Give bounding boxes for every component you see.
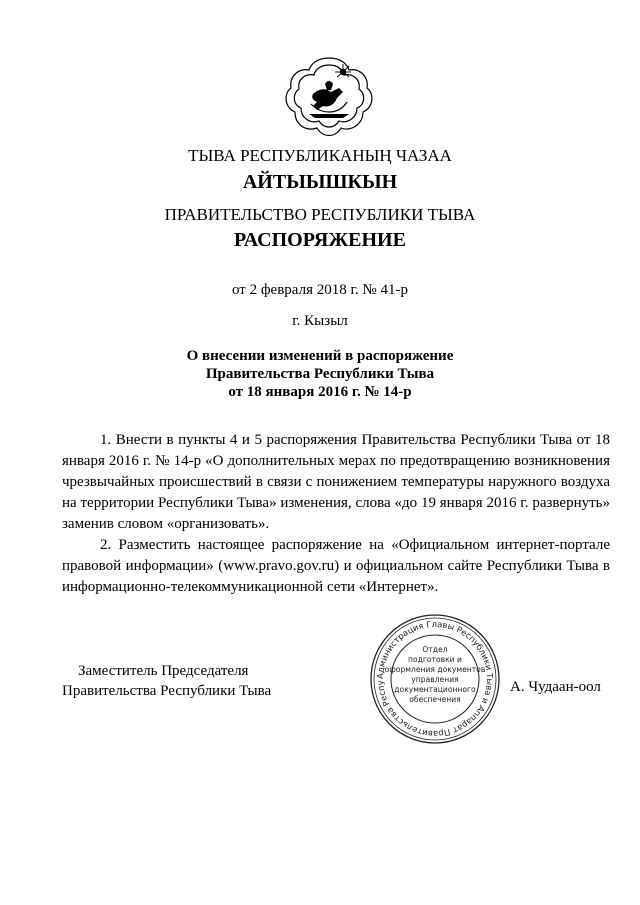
document-body: [62, 430, 610, 598]
document-city: г. Кызыл: [292, 313, 348, 329]
body-paragraph-1: 1. Внести в пункты 4 и 5 распоряжения Правительства Республики Тыва от 18 января 2016 г. № 14-р «О дополнительных мерах по предотвращению возникновения чрезвычайных происшествий в связи с понижением температуры наружного воздуха на территории Республики Тыва» изменения, слова «до 19 января 2016 г. развернуть» заменив словом «организовать».: [62, 432, 610, 532]
stamp-center-line: подготовки и: [408, 655, 462, 664]
signatory-title: [62, 661, 271, 701]
stamp-center-line: оформления документов: [384, 665, 486, 674]
subject-line: Правительства Республики Тыва: [205, 366, 435, 382]
coat-of-arms-icon: [283, 54, 375, 140]
header-line-government: ПРАВИТЕЛЬСТВО РЕСПУБЛИКИ ТЫВА: [164, 205, 476, 224]
header-line-tuvan-government: ТЫВА РЕСПУБЛИКАНЫҢ ЧАЗАА: [188, 146, 452, 165]
stamp-center-line: Отдел: [422, 645, 448, 654]
subject-line: О внесении изменений в распоряжение: [186, 348, 454, 364]
document-date-number: от 2 февраля 2018 г. № 41-р: [231, 282, 408, 298]
signatory-title-line: Правительства Республики Тыва: [62, 683, 272, 699]
subject-line: от 18 января 2016 г. № 14-р: [228, 384, 412, 400]
signatory-title-line: Заместитель Председателя: [78, 663, 249, 679]
official-stamp-icon: [368, 612, 502, 746]
document-subject: [0, 347, 640, 401]
stamp-center-line: документационного: [394, 685, 476, 694]
document-type-title: РАСПОРЯЖЕНИЕ: [234, 229, 406, 251]
stamp-center-line: обеспечения: [409, 695, 461, 704]
stamp-ring-text: Администрация Главы Республики Тыва и Аппарат Правительства Респу: [374, 618, 496, 740]
body-paragraph-2: 2. Разместить настоящее распоряжение на «Официальном интернет-портале правовой информации» (www.pravo.gov.ru) и официальном сайте Республики Тыва в информационно-телекоммуникационной сети «Интернет».: [62, 537, 610, 595]
signatory-name: А. Чудаан-оол: [510, 679, 601, 695]
header-line-tuvan-order: АЙТЫЫШКЫН: [242, 171, 398, 193]
stamp-center-line: управления: [411, 675, 459, 684]
